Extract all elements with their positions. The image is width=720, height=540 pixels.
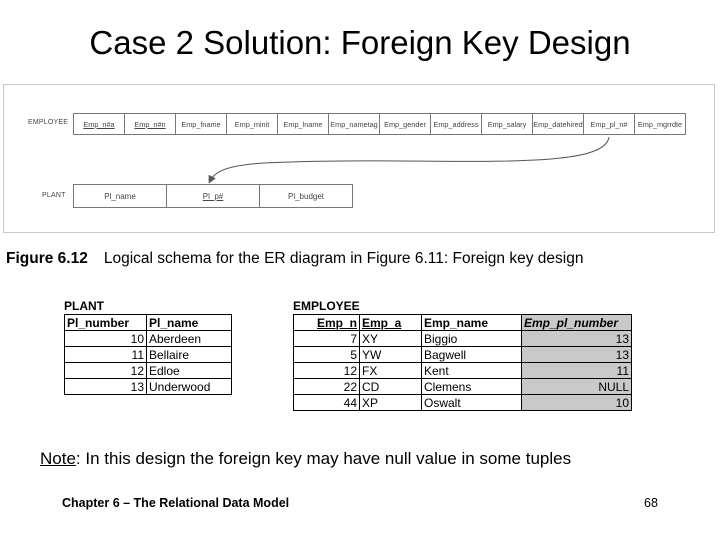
employee-attr: Emp_n#n xyxy=(124,113,176,135)
fk-column-header: Emp_pl_number xyxy=(522,315,632,331)
foreign-key-arrow xyxy=(4,85,714,232)
employee-attr: Emp_salary xyxy=(481,113,533,135)
footer-chapter: Chapter 6 – The Relational Data Model xyxy=(62,496,290,510)
column-header: Pl_name xyxy=(147,315,232,331)
employee-attr: Emp_mgrrdte xyxy=(634,113,686,135)
table-cell: 44 xyxy=(294,395,360,411)
employee-attr: Emp_minit xyxy=(226,113,278,135)
table-cell: Clemens xyxy=(422,379,522,395)
table-row xyxy=(65,379,232,395)
employee-attr: Emp_gender xyxy=(379,113,431,135)
fk-cell: 13 xyxy=(522,347,632,363)
employee-table-block xyxy=(293,299,632,411)
employee-attr: Emp_fname xyxy=(175,113,227,135)
table-row xyxy=(65,331,232,347)
table-cell: XY xyxy=(360,331,422,347)
table-cell: CD xyxy=(360,379,422,395)
plant-pk-attr: Pl_p# xyxy=(166,184,260,208)
plant-attr: Pl_name xyxy=(73,184,167,208)
employee-table-title: EMPLOYEE xyxy=(293,299,360,313)
schema-figure xyxy=(3,84,715,233)
table-cell: XP xyxy=(360,395,422,411)
plant-attr: Pl_budget xyxy=(259,184,353,208)
employee-table xyxy=(293,314,632,411)
page-number: 68 xyxy=(644,496,658,510)
employee-attr: Emp_address xyxy=(430,113,482,135)
table-cell: 12 xyxy=(294,363,360,379)
table-cell: YW xyxy=(360,347,422,363)
table-row xyxy=(65,347,232,363)
table-cell: Bellaire xyxy=(147,347,232,363)
table-cell: Oswalt xyxy=(422,395,522,411)
note-text xyxy=(40,449,571,469)
table-cell: 11 xyxy=(65,347,147,363)
plant-table xyxy=(64,314,232,395)
figure-caption-text: Logical schema for the ER diagram in Figure 6.11: Foreign key design xyxy=(103,250,584,267)
table-header-row xyxy=(65,315,232,331)
column-header: Pl_number xyxy=(65,315,147,331)
employee-fk-attr: Emp_pl_n# xyxy=(583,113,635,135)
column-header: Emp_n xyxy=(294,315,360,331)
table-cell: 13 xyxy=(65,379,147,395)
table-row xyxy=(294,347,632,363)
slide-title: Case 2 Solution: Foreign Key Design xyxy=(89,24,631,61)
table-cell: Kent xyxy=(422,363,522,379)
table-row xyxy=(65,363,232,379)
table-row xyxy=(294,363,632,379)
table-cell: 10 xyxy=(65,331,147,347)
employee-attr: Emp_n#a xyxy=(73,113,125,135)
table-row xyxy=(294,379,632,395)
table-cell: FX xyxy=(360,363,422,379)
note-label: Note xyxy=(40,449,76,468)
figure-label: Figure 6.12 xyxy=(6,250,88,267)
table-header-row xyxy=(294,315,632,331)
fk-cell: NULL xyxy=(522,379,632,395)
column-header: Emp_a xyxy=(360,315,422,331)
table-cell: Bagwell xyxy=(422,347,522,363)
note-body: : In this design the foreign key may have null value in some tuples xyxy=(75,449,572,468)
table-cell: 7 xyxy=(294,331,360,347)
table-cell: 22 xyxy=(294,379,360,395)
column-header: Emp_name xyxy=(422,315,522,331)
figure-caption xyxy=(6,250,583,268)
table-row xyxy=(294,395,632,411)
employee-attr: Emp_lname xyxy=(277,113,329,135)
table-cell: Aberdeen xyxy=(147,331,232,347)
table-cell: 12 xyxy=(65,363,147,379)
plant-table-block xyxy=(64,299,232,395)
plant-relation-label: PLANT xyxy=(42,192,66,199)
table-cell: Edloe xyxy=(147,363,232,379)
table-cell: Underwood xyxy=(147,379,232,395)
fk-cell: 10 xyxy=(522,395,632,411)
table-cell: Biggio xyxy=(422,331,522,347)
employee-attr: Emp_nametag xyxy=(328,113,380,135)
table-row xyxy=(294,331,632,347)
table-cell: 5 xyxy=(294,347,360,363)
employee-attr: Emp_datehired xyxy=(532,113,584,135)
fk-cell: 13 xyxy=(522,331,632,347)
plant-table-title: PLANT xyxy=(64,299,104,313)
employee-relation-label: EMPLOYEE xyxy=(28,119,69,126)
fk-cell: 11 xyxy=(522,363,632,379)
